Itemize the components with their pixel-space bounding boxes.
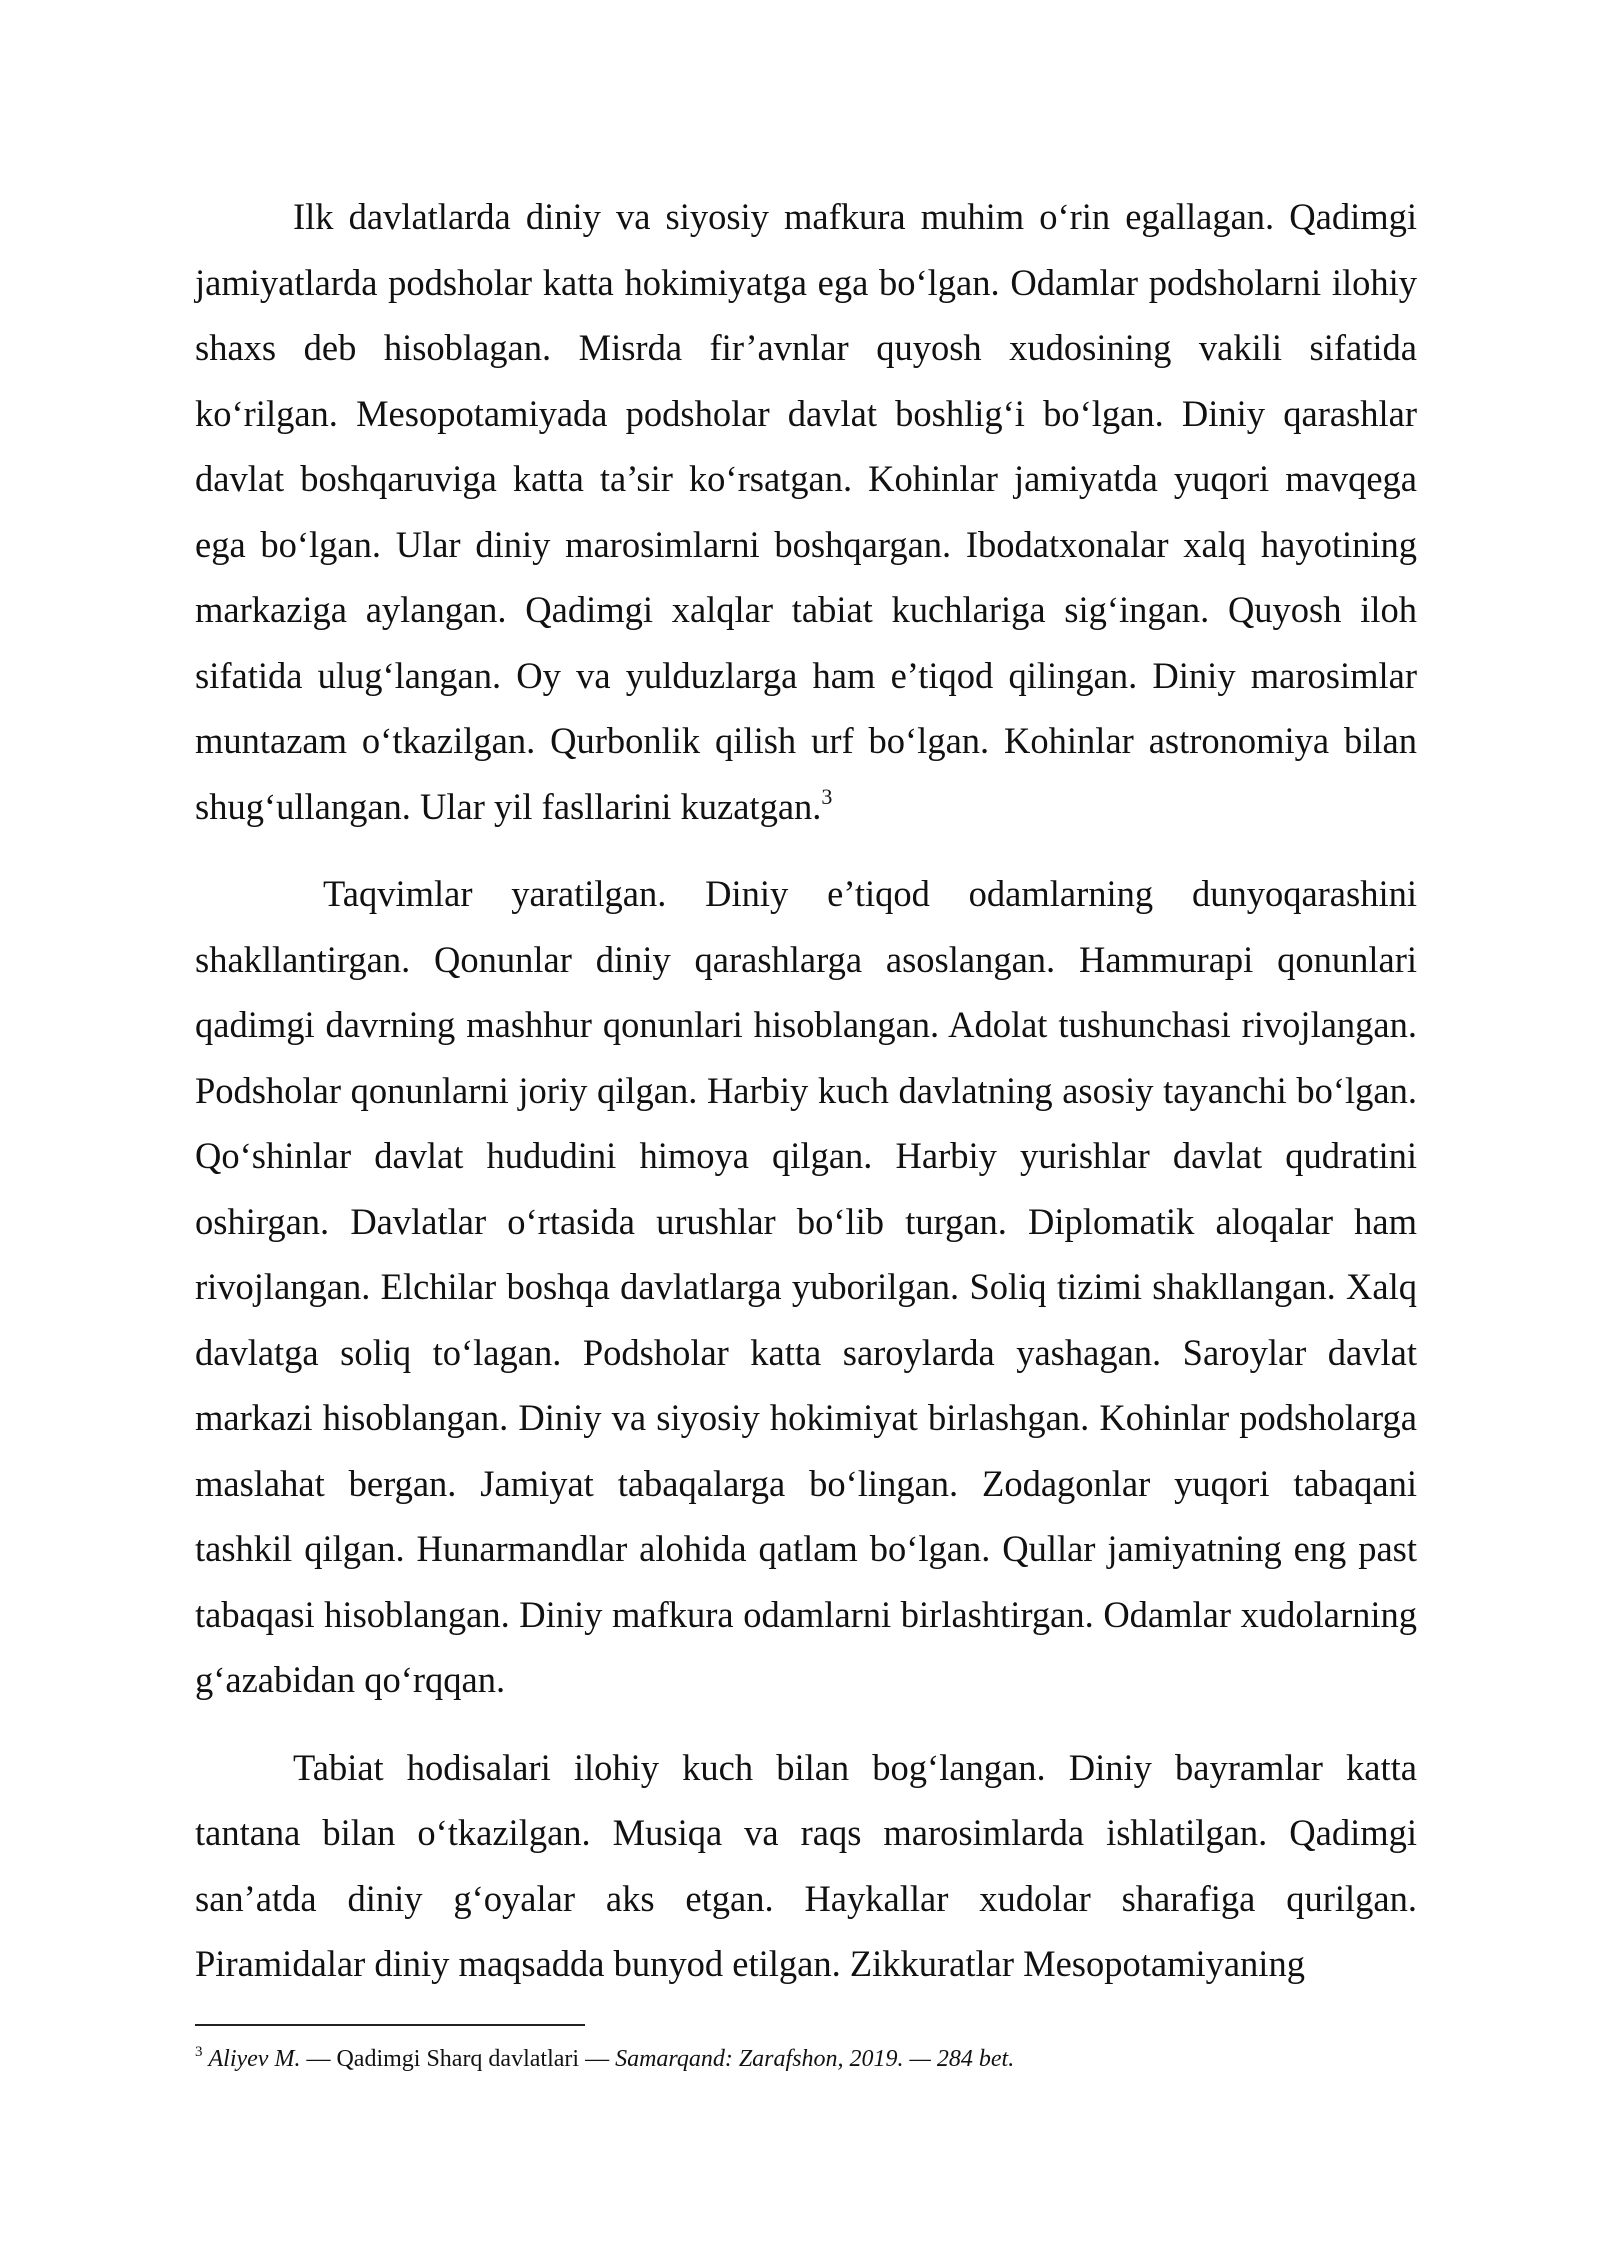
page-body [195,184,1417,1997]
footnote-reference[interactable]: 3 [821,783,833,809]
paragraph-1 [195,184,1417,839]
footnote-number: 3 [195,2044,203,2060]
footnote-author: Aliyev M. [208,2046,301,2072]
footnote-publication: Samarqand: Zarafshon, 2019. — 284 bet. [615,2046,1015,2072]
footnote [195,2042,1417,2076]
footnote-separator [195,2024,585,2026]
paragraph-2: Taqvimlar yaratilgan. Diniy e’tiqod odamlarning dunyoqarashini shakllantirgan. Qonunlar diniy qarashlarga asoslangan. Hammurapi qonunlari qadimgi davrning mashhur qonunlari hisoblangan. Adolat tushunchasi rivojlangan. Podsholar qonunlarni joriy qilgan. Harbiy kuch davlatning asosiy tayanchi bo‘lgan. Qo‘shinlar davlat hududini himoya qilgan. Harbiy yurishlar davlat qudratini oshirgan. Davlatlar o‘rtasida urushlar bo‘lib turgan. Diplomatik aloqalar ham rivojlangan. Elchilar boshqa davlatlarga yuborilgan. Soliq tizimi shakllangan. Xalq davlatga soliq to‘lagan. Podsholar katta saroylarda yashagan. Saroylar davlat markazi hisoblangan. Diniy va siyosiy hokimiyat birlashgan. Kohinlar podsholarga maslahat bergan. Jamiyat tabaqalarga bo‘lingan. Zodagonlar yuqori tabaqani tashkil qilgan. Hunarmandlar alohida qatlam bo‘lgan. Qullar jamiyatning eng past tabaqasi hisoblangan. Diniy mafkura odamlarni birlashtirgan. Odamlar xudolarning g‘azabidan qo‘rqqan. [195,873,1417,1700]
paragraph-3: Tabiat hodisalari ilohiy kuch bilan bog‘langan. Diniy bayramlar katta tantana bilan o‘tkazilgan. Musiqa va raqs marosimlarda ishlatilgan. Qadimgi san’atda diniy g‘oyalar aks etgan. Haykallar xudolar sharafiga qurilgan. Piramidalar diniy maqsadda bunyod etilgan. Zikkuratlar Mesopotamiyaning [195,1746,1417,1984]
paragraph-1-text: Ilk davlatlarda diniy va siyosiy mafkura muhim o‘rin egallagan. Qadimgi jamiyatlarda podsholar katta hokimiyatga ega bo‘lgan. Odamlar podsholarni ilohiy shaxs deb hisoblagan. Misrda fir’avnlar quyosh xudosining vakili sifatida ko‘rilgan. Mesopotamiyada podsholar davlat boshlig‘i bo‘lgan. Diniy qarashlar davlat boshqaruviga katta ta’sir ko‘rsatgan. Kohinlar jamiyatda yuqori mavqega ega bo‘lgan. Ular diniy marosimlarni boshqargan. Ibodatxonalar xalq hayotining markaziga aylangan. Qadimgi xalqlar tabiat kuchlariga sig‘ingan. Quyosh iloh sifatida ulug‘langan. Oy va yulduzlarga ham e’tiqod qilingan. Diniy marosimlar muntazam o‘tkazilgan. Qurbonlik qilish urf bo‘lgan. Kohinlar astronomiya bilan shug‘ullangan. Ular yil fasllarini kuzatgan. [195,196,1417,827]
footnote-separator-2: — [579,2046,616,2072]
footnote-separator-1: — [300,2046,337,2072]
footnote-title: Qadimgi Sharq davlatlari [336,2046,580,2072]
